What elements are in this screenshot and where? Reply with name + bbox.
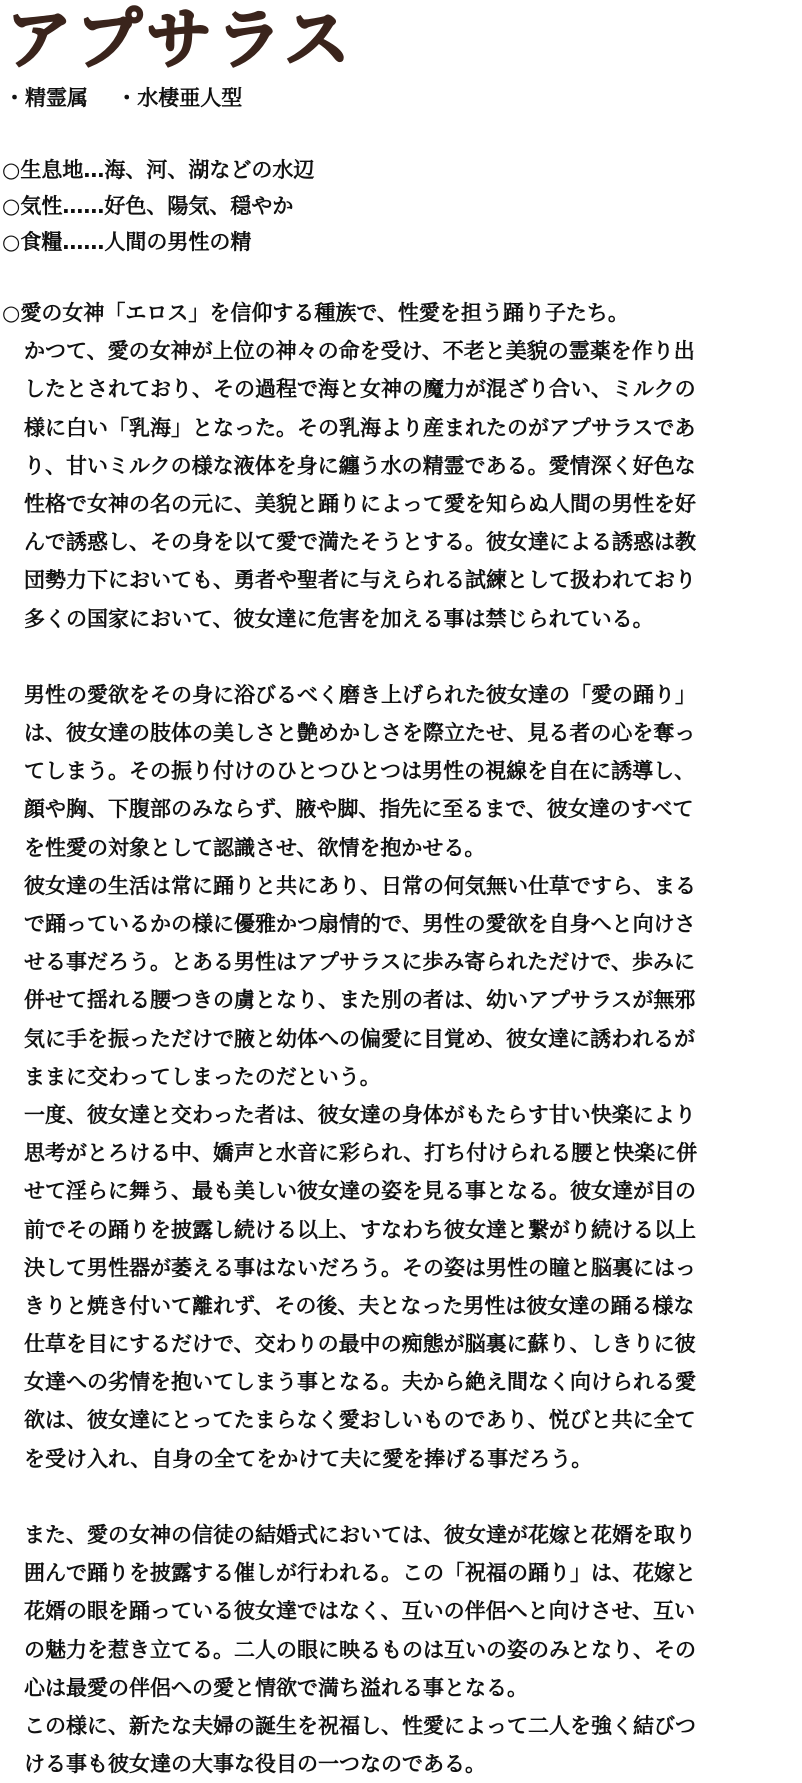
text-line: の魅力を惹き立てる。二人の眼に映るものは互いの姿のみとなり、その	[24, 1637, 696, 1662]
text-line: せる事だろう。とある男性はアプサラスに歩み寄られただけで、歩みに	[24, 950, 695, 975]
text-line: 併せて揺れる腰つきの虜となり、また別の者は、幼いアプサラスが無邪	[24, 988, 696, 1013]
text-line: 女達への劣情を抱いてしまう事となる。夫から絶え間なく向けられる愛	[24, 1370, 696, 1395]
text-line: 欲は、彼女達にとってたまらなく愛おしいものであり、悦びと共に全て	[24, 1408, 696, 1433]
text-line: 気に手を振っただけで腋と幼体への偏愛に目覚め、彼女達に誘われるが	[24, 1026, 696, 1051]
text-line: 心は最愛の伴侶への愛と情欲で満ち溢れる事となる。	[24, 1675, 528, 1700]
text-line: ままに交わってしまったのだという。	[24, 1064, 381, 1089]
text-line: 思考がとろける中、嬌声と水音に彩られ、打ち付けられる腰と快楽に併	[24, 1141, 698, 1166]
text-line: んで誘惑し、その身を以て愛で満たそうとする。彼女達による誘惑は教	[24, 530, 696, 555]
text-line: ける事も彼女達の大事な役目の一つなのである。	[24, 1752, 486, 1777]
text-line: ○愛の女神「エロス」を信仰する種族で、性愛を担う踊り子たち。	[2, 301, 629, 325]
text-line: 多くの国家において、彼女達に危害を加える事は禁じられている。	[24, 606, 654, 631]
text-line: り、甘いミルクの様な液体を身に纏う水の精霊である。愛情深く好色な	[24, 453, 696, 478]
classification-line: ・精霊属 ・水棲亜人型	[4, 86, 243, 110]
fact-diet: ○食糧……人間の男性の精	[2, 230, 252, 254]
text-line: てしまう。その振り付けのひとつひとつは男性の視線を自在に誘導し、	[24, 759, 696, 784]
paragraph-gap	[0, 638, 800, 676]
facts-list	[2, 152, 314, 260]
fact-habitat: ○生息地…海、河、湖などの水辺	[2, 158, 315, 182]
text-line: 一度、彼女達と交わった者は、彼女達の身体がもたらす甘い快楽により	[24, 1102, 696, 1127]
text-line: また、愛の女神の信徒の結婚式においては、彼女達が花嫁と花婿を取り	[24, 1523, 696, 1547]
paragraph	[0, 676, 800, 1478]
text-line: で踊っているかの様に優雅かつ扇情的で、男性の愛欲を自身へと向けさ	[24, 912, 696, 936]
text-line: を性愛の対象として認識させ、欲情を抱かせる。	[24, 835, 486, 860]
text-line: きりと焼き付いて離れず、その後、夫となった男性は彼女達の踊る様な	[24, 1293, 695, 1318]
text-line: この様に、新たな夫婦の誕生を祝福し、性愛によって二人を強く結びつ	[24, 1713, 696, 1738]
paragraph	[0, 1516, 800, 1783]
text-line: 顔や胸、下腹部のみならず、腋や脚、指先に至るまで、彼女達のすべて	[24, 797, 694, 822]
description-body	[0, 294, 800, 1783]
paragraph-gap	[0, 1478, 800, 1516]
text-line: 団勢力下においても、勇者や聖者に与えられる試練として扱われており	[24, 568, 696, 593]
text-line: 花婿の眼を踊っている彼女達ではなく、互いの伴侶へと向けさせ、互い	[24, 1599, 695, 1624]
paragraph	[0, 294, 800, 638]
text-line: 彼女達の生活は常に踊りと共にあり、日常の何気無い仕草ですら、まる	[24, 873, 696, 898]
text-line: 男性の愛欲をその身に浴びるべく磨き上げられた彼女達の「愛の踊り」	[24, 682, 696, 707]
text-line: 性格で女神の名の元に、美貌と踊りによって愛を知らぬ人間の男性を好	[24, 491, 696, 516]
text-line: かつて、愛の女神が上位の神々の命を受け、不老と美貌の霊薬を作り出	[24, 339, 695, 364]
text-line: は、彼女達の肢体の美しさと艶めかしさを際立たせ、見る者の心を奪っ	[24, 721, 696, 746]
text-line: 前でその踊りを披露し続ける以上、すなわち彼女達と繋がり続ける以上	[24, 1217, 696, 1242]
text-line: 様に白い「乳海」となった。その乳海より産まれたのがアプサラスであ	[24, 415, 696, 440]
text-line: 囲んで踊りを披露する催しが行われる。この「祝福の踊り」は、花嫁と	[24, 1561, 696, 1586]
text-line: したとされており、その過程で海と女神の魔力が混ざり合い、ミルクの	[24, 377, 696, 402]
text-line: 決して男性器が萎える事はないだろう。その姿は男性の瞳と脳裏にはっ	[24, 1255, 696, 1280]
page-title: アプサラス	[6, 1, 355, 78]
text-line: を受け入れ、自身の全てをかけて夫に愛を捧げる事だろう。	[24, 1446, 593, 1471]
text-line: 仕草を目にするだけで、交わりの最中の痴態が脳裏に蘇り、しきりに彼	[24, 1332, 696, 1357]
fact-temperament: ○気性……好色、陽気、穏やか	[2, 194, 294, 218]
text-line: せて淫らに舞う、最も美しい彼女達の姿を見る事となる。彼女達が目の	[24, 1179, 696, 1204]
